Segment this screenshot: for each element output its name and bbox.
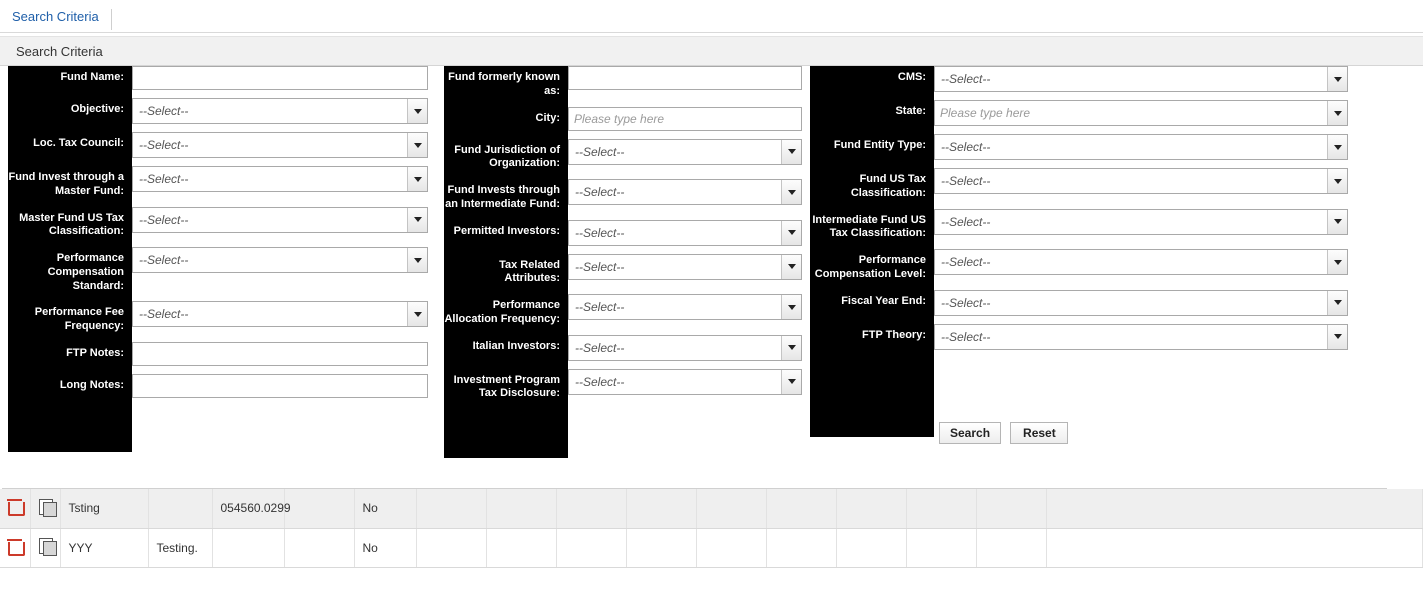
investment-program-tax-disclosure-select[interactable] [568,369,802,395]
label-intermediate-fund-us-tax-classification: Intermediate Fund US Tax Classification: [812,213,926,240]
ftp-theory-value: --Select-- [941,329,991,344]
field-row [810,134,1410,160]
cell-desc [148,489,212,528]
master-fund-us-tax-classification-value: --Select-- [139,212,189,227]
chevron-down-icon[interactable] [781,221,801,245]
label-fund-name: Fund Name: [60,71,124,83]
chevron-down-icon[interactable] [407,248,427,272]
delete-cell[interactable] [0,489,30,528]
field-row [8,132,436,158]
performance-compensation-standard-select[interactable] [132,247,428,273]
label-cms: CMS: [897,71,926,83]
copy-cell[interactable] [30,489,60,528]
field-fund-invests-through-intermediate-fund [568,179,802,205]
cell-blank-8 [836,528,906,567]
copy-icon[interactable] [39,538,57,554]
field-fund-name [132,66,428,90]
chevron-down-icon[interactable] [407,133,427,157]
field-loc-tax-council [132,132,428,158]
label-ftp-theory: FTP Theory: [862,328,926,341]
label-performance-compensation-level: Performance Compensation Level: [814,254,926,280]
performance-allocation-frequency-value: --Select-- [575,300,625,314]
fund-entity-type-select[interactable] [934,134,1348,160]
field-row [444,335,806,361]
cell-blank-4 [556,528,626,567]
performance-compensation-level-value: --Select-- [941,255,991,269]
investment-program-tax-disclosure-value: --Select-- [575,374,625,389]
chevron-down-icon[interactable] [1327,291,1347,315]
chevron-down-icon[interactable] [781,336,801,360]
loc-tax-council-select[interactable] [132,132,428,158]
ftp-notes-input[interactable] [132,342,428,366]
chevron-down-icon[interactable] [1327,67,1347,91]
cell-blank-10 [976,528,1046,567]
cell-number [212,528,284,567]
cell-blank-2 [416,528,486,567]
cell-name: YYY [60,528,148,567]
field-cms [934,66,1348,92]
cell-blank-6 [696,528,766,567]
field-row [8,247,436,293]
chevron-down-icon[interactable] [1327,169,1347,193]
fund-jurisdiction-of-organization-value: --Select-- [575,144,625,159]
copy-icon[interactable] [39,499,57,515]
field-fiscal-year-end [934,290,1348,316]
performance-fee-frequency-select[interactable] [132,301,428,327]
label-performance-allocation-frequency: Performance Allocation Frequency: [444,299,560,325]
field-master-fund-us-tax-classification [132,207,428,233]
label-city: City: [535,111,560,124]
objective-value: --Select-- [139,104,189,118]
field-row [810,324,1410,350]
label-investment-program-tax-disclosure: Investment Program Tax Disclosure: [453,373,560,400]
state-input[interactable] [935,101,1327,125]
field-row [810,100,1410,126]
field-permitted-investors [568,220,802,246]
objective-select[interactable] [132,98,428,124]
field-row [8,166,436,199]
italian-investors-value: --Select-- [575,340,625,355]
tax-related-attributes-select[interactable] [568,254,802,280]
fund-us-tax-classification-value: --Select-- [941,174,991,188]
chevron-down-icon[interactable] [407,302,427,326]
field-performance-allocation-frequency [568,294,802,320]
fiscal-year-end-select[interactable] [934,290,1348,316]
field-row [8,98,436,124]
chevron-down-icon[interactable] [781,370,801,394]
field-performance-compensation-standard [132,247,428,273]
intermediate-fund-us-tax-classification-select[interactable] [934,209,1348,235]
trash-icon[interactable] [8,539,21,554]
delete-cell[interactable] [0,528,30,567]
field-row [8,342,436,366]
field-italian-investors [568,335,802,361]
performance-compensation-level-select[interactable] [934,249,1348,275]
label-master-fund-us-tax-classification: Master Fund US Tax Classification: [19,211,124,238]
field-fund-formerly-known-as [568,66,802,90]
tab-search-criteria[interactable]: Search Criteria [12,9,112,30]
cell-flag: No [354,489,416,528]
label-fund-us-tax-classification: Fund US Tax Classification: [850,173,926,199]
chevron-down-icon[interactable] [1327,135,1347,159]
chevron-down-icon[interactable] [781,140,801,164]
italian-investors-select[interactable] [568,335,802,361]
cell-blank-5 [626,528,696,567]
field-performance-fee-frequency [132,301,428,327]
field-row [810,168,1410,201]
chevron-down-icon[interactable] [1327,101,1347,125]
cell-blank-6 [696,489,766,528]
search-button[interactable]: Search [939,422,1001,444]
field-row [444,220,806,246]
field-row [810,249,1410,282]
cell-blank-5 [626,489,696,528]
chevron-down-icon[interactable] [1327,210,1347,234]
field-investment-program-tax-disclosure [568,369,802,395]
fund-invest-through-master-fund-value: --Select-- [139,172,189,186]
cell-blank-7 [766,528,836,567]
loc-tax-council-value: --Select-- [139,138,189,152]
cell-flag: No [354,528,416,567]
field-row [444,294,806,327]
form-column-2 [444,66,806,409]
cell-blank-11 [1046,489,1423,528]
label-ftp-notes: FTP Notes: [66,346,124,359]
intermediate-fund-us-tax-classification-value: --Select-- [941,214,991,229]
cell-blank-1 [284,528,354,567]
field-performance-compensation-level [934,249,1348,275]
tax-related-attributes-value: --Select-- [575,259,625,274]
label-tax-related-attributes: Tax Related Attributes: [499,258,560,285]
reset-button[interactable]: Reset [1010,422,1068,444]
label-objective: Objective: [70,103,124,115]
field-row [8,301,436,334]
field-row [444,369,806,402]
field-fund-us-tax-classification [934,168,1348,194]
label-state: State: [895,105,926,117]
cell-blank-1 [284,489,354,528]
search-form [0,66,1423,456]
field-row [8,66,436,90]
cell-blank-7 [766,489,836,528]
label-performance-fee-frequency: Performance Fee Frequency: [34,306,124,332]
copy-cell[interactable] [30,528,60,567]
chevron-down-icon[interactable] [781,295,801,319]
form-column-1 [8,66,436,406]
field-objective [132,98,428,124]
trash-icon[interactable] [8,499,21,514]
field-fund-entity-type [934,134,1348,160]
city-input[interactable] [568,107,802,131]
field-row [8,374,436,398]
form-column-3 [810,66,1410,358]
cell-blank-4 [556,489,626,528]
field-city [568,107,802,131]
label-italian-investors: Italian Investors: [472,339,560,352]
label-long-notes: Long Notes: [59,378,124,391]
cell-blank-11 [1046,528,1423,567]
long-notes-input[interactable] [132,374,428,398]
fund-jurisdiction-of-organization-select[interactable] [568,139,802,165]
label-fund-entity-type: Fund Entity Type: [833,139,926,151]
form-actions [939,422,1074,444]
field-row [444,107,806,131]
panel-title: Search Criteria [0,36,1423,66]
cell-blank-2 [416,489,486,528]
field-ftp-theory [934,324,1348,350]
cell-blank-3 [486,489,556,528]
fund-invest-through-master-fund-select[interactable] [132,166,428,192]
fund-invests-through-intermediate-fund-select[interactable] [568,179,802,205]
field-intermediate-fund-us-tax-classification [934,209,1348,235]
label-fund-invest-through-master-fund: Fund Invest through a Master Fund: [8,171,124,197]
fund-us-tax-classification-select[interactable] [934,168,1348,194]
label-fund-jurisdiction-of-organization: Fund Jurisdiction of Organization: [454,143,560,170]
label-fiscal-year-end: Fiscal Year End: [841,294,926,307]
chevron-down-icon[interactable] [407,99,427,123]
field-tax-related-attributes [568,254,802,280]
field-row [810,66,1410,92]
field-row [444,66,806,99]
field-row [8,207,436,240]
cms-select[interactable] [934,66,1348,92]
results-grid [0,488,1423,568]
master-fund-us-tax-classification-select[interactable] [132,207,428,233]
field-long-notes [132,374,428,398]
field-fund-jurisdiction-of-organization [568,139,802,165]
field-ftp-notes [132,342,428,366]
table-row[interactable] [0,489,1423,528]
cell-blank-8 [836,489,906,528]
cell-blank-10 [976,489,1046,528]
table-row[interactable] [0,528,1423,567]
field-row [444,179,806,212]
cell-desc: Testing. [148,528,212,567]
state-input-wrap[interactable] [934,100,1348,126]
chevron-down-icon[interactable] [1327,250,1347,274]
field-row [444,254,806,287]
label-performance-compensation-standard: Performance Compensation Standard: [47,252,124,292]
chevron-down-icon[interactable] [407,208,427,232]
fund-entity-type-value: --Select-- [941,140,991,154]
permitted-investors-value: --Select-- [575,225,625,240]
ftp-theory-select[interactable] [934,324,1348,350]
performance-allocation-frequency-select[interactable] [568,294,802,320]
chevron-down-icon[interactable] [407,167,427,191]
cell-blank-9 [906,528,976,567]
cell-name: Tsting [60,489,148,528]
chevron-down-icon[interactable] [781,255,801,279]
cell-blank-9 [906,489,976,528]
label-fund-invests-through-intermediate-fund: Fund Invests through an Intermediate Fund: [445,184,560,210]
tab-strip [0,0,1423,33]
field-fund-invest-through-master-fund [132,166,428,192]
field-row [810,290,1410,316]
label-permitted-investors: Permitted Investors: [453,224,560,237]
field-row [444,139,806,172]
permitted-investors-select[interactable] [568,220,802,246]
fiscal-year-end-value: --Select-- [941,295,991,310]
fund-name-input[interactable] [132,66,428,90]
cell-blank-3 [486,528,556,567]
chevron-down-icon[interactable] [781,180,801,204]
label-fund-formerly-known-as: Fund formerly known as: [448,71,560,97]
performance-compensation-standard-value: --Select-- [139,253,189,267]
cms-value: --Select-- [941,72,991,86]
chevron-down-icon[interactable] [1327,325,1347,349]
field-row [810,209,1410,242]
label-loc-tax-council: Loc. Tax Council: [33,137,124,149]
fund-invests-through-intermediate-fund-value: --Select-- [575,185,625,199]
performance-fee-frequency-value: --Select-- [139,307,189,322]
cell-number: 054560.0299 [212,489,284,528]
fund-formerly-known-as-input[interactable] [568,66,802,90]
field-state [934,100,1348,126]
